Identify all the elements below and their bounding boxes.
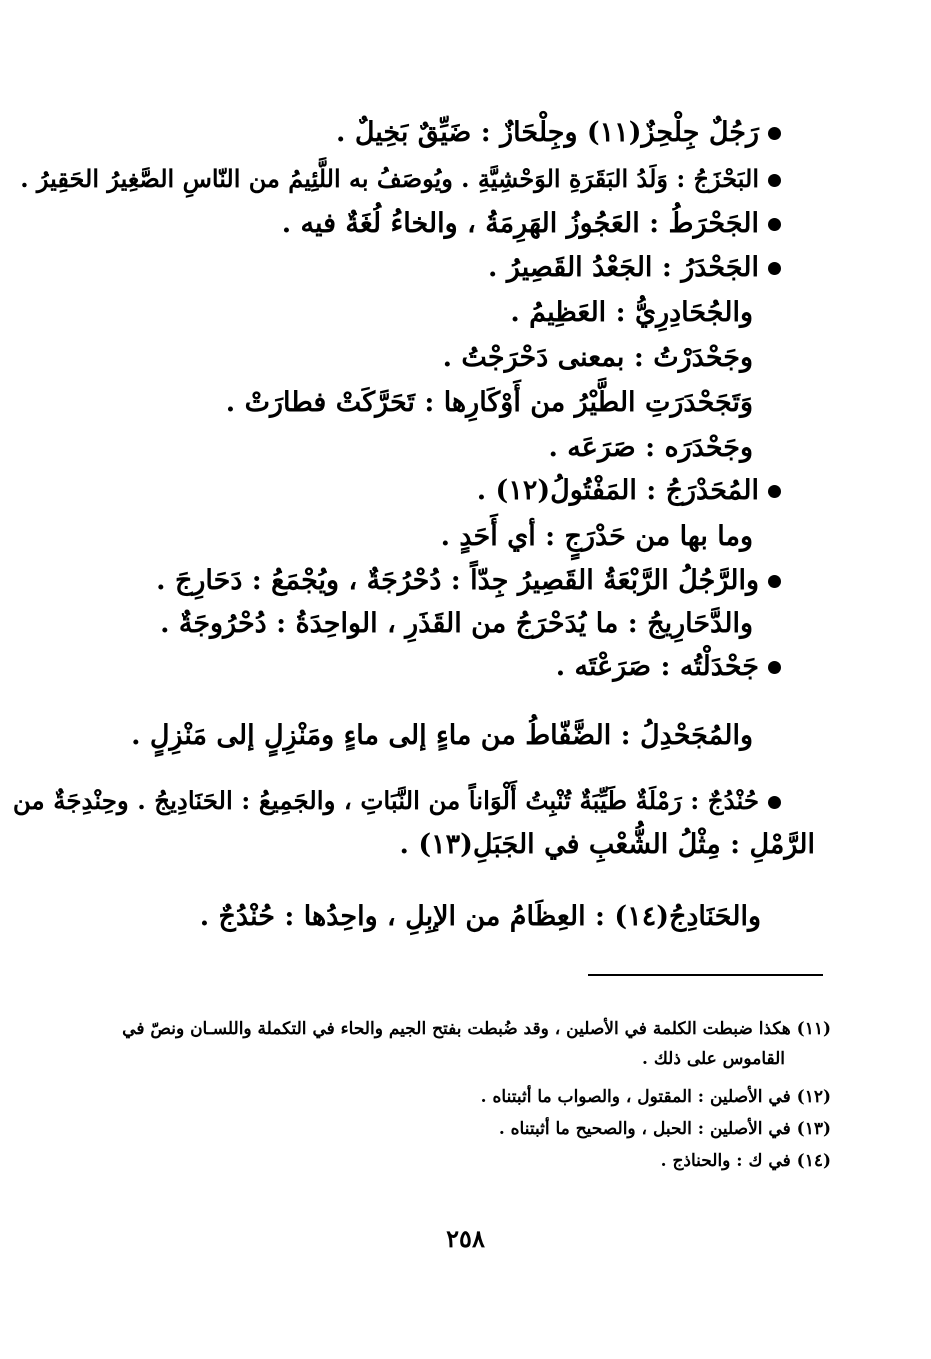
entry-line	[13, 782, 781, 820]
entry-line	[488, 249, 781, 287]
entry-text: والرَّجُلُ الرَّبْعَةُ القَصِيرُ جِدّاً : دُحْرُجَةٌ ، ويُجْمَعُ : دَحَارِجَ .	[156, 565, 759, 596]
bullet-icon	[768, 262, 781, 275]
entry-text: والحَنَادِجُ(١٤) : العِظَامُ من الإبِلِ ، واحِدُها : حُنْدُجٌ .	[199, 901, 761, 932]
entry-line	[441, 518, 753, 556]
entry-text: وَتَجَحْدَرَتِ الطَّيْرُ من أَوْكَارِها : تَحَرَّكَتْ فطارَتْ .	[225, 387, 753, 418]
entry-text: وجَحْدَرْتُ : بمعنى دَحْرَجْتُ .	[442, 342, 753, 373]
bullet-icon	[768, 174, 781, 187]
entry-line	[549, 429, 754, 467]
entry-line	[282, 205, 781, 243]
footnote	[122, 1014, 831, 1044]
footnote-text: (١١) هكذا ضبطت الكلمة في الأصلين ، وقد ضُبطت بفتح الجيم والحاء في التكملة واللسـان ونصّ في	[122, 1019, 831, 1039]
bullet-icon	[768, 127, 781, 140]
entry-text: والجُحَادِرِيُّ : العَظِيمُ .	[510, 297, 753, 328]
entry-text: جَحْدَلْتُه : صَرَعْتَه .	[555, 651, 759, 682]
bullet-icon	[768, 796, 781, 809]
entry-line	[510, 294, 753, 332]
footnote-text: (١٢) في الأصلين : المقتول ، والصواب ما أثبتناه .	[480, 1087, 831, 1107]
footnote-divider	[588, 974, 823, 976]
footnote-text: (١٤) في ك : والحناذج .	[660, 1151, 831, 1171]
entry-text: البَحْزَجُ : وَلَدُ البَقَرَةِ الوَحْشِيَّةِ . ويُوصَفُ به اللَّئِيمُ من النّاسِ الصَّغِيرُ الحَقِيرُ .	[20, 164, 759, 193]
entry-text: المُحَدْرَجُ : المَفْتُولُ(١٢) .	[476, 475, 759, 506]
page-number: ٢٥٨	[446, 1224, 485, 1253]
footnote-text: القاموس على ذلك .	[641, 1049, 785, 1069]
entry-text: رَجُلٌ جِلْحِزٌ(١١) وجِلْحَازٌ : ضَيِّقٌ بَخِيلٌ .	[336, 117, 759, 148]
entry-line	[477, 472, 781, 510]
bullet-icon	[768, 575, 781, 588]
footnote-text: (١٣) في الأصلين : الحبل ، والصحيح ما أثبتناه .	[498, 1119, 831, 1139]
entry-text: الرَّمْلِ : مِثْلُ الشُّعْبِ في الجَبَلِ(١٣) .	[399, 829, 815, 860]
footnote	[642, 1044, 785, 1074]
bullet-icon	[768, 485, 781, 498]
entry-line	[156, 562, 781, 600]
entry-line	[160, 605, 753, 643]
entry-line	[443, 339, 753, 377]
footnote	[499, 1114, 831, 1144]
entry-text: الجَحْرَطُ : العَجُوزُ الهَرِمَةُ ، والخاءُ لُغَةٌ فيه .	[281, 208, 759, 239]
entry-line	[336, 114, 781, 152]
entry-line	[400, 826, 815, 864]
entry-text: وما بها من حَدْرَجٍ : أي أَحَدٍ .	[440, 521, 753, 552]
bullet-icon	[768, 218, 781, 231]
bullet-icon	[768, 661, 781, 674]
entry-line	[131, 717, 753, 755]
entry-line	[226, 384, 753, 422]
entry-text: حُنْدُجٌ : رَمْلَةٌ طَيِّبَةٌ تُنْبِتُ أَلْوَاناً من النَّبَاتِ ، والجَمِيعُ : الحَنَادِيجُ . وحِنْدِجَةٌ من	[12, 786, 759, 815]
entry-line	[20, 160, 781, 198]
footnote	[661, 1146, 831, 1176]
entry-text: والمُجَحْدِلُ : الضَّفّاطُ من ماءٍ إلى ماءٍ ومَنْزِلٍ إلى مَنْزِلٍ .	[131, 720, 753, 751]
entry-text: وجَحْدَرَه : صَرَعَه .	[548, 432, 753, 463]
footnote	[481, 1082, 831, 1112]
entry-line	[556, 648, 781, 686]
entry-text: والدَّحَارِيجُ : ما يُدَحْرَجُ من القَذَرِ ، الواحِدَةُ : دُحْرُوجَةٌ .	[160, 608, 753, 639]
entry-line	[200, 898, 761, 936]
entry-text: الجَحْدَرُ : الجَعْدُ القَصِيرُ .	[488, 252, 759, 283]
